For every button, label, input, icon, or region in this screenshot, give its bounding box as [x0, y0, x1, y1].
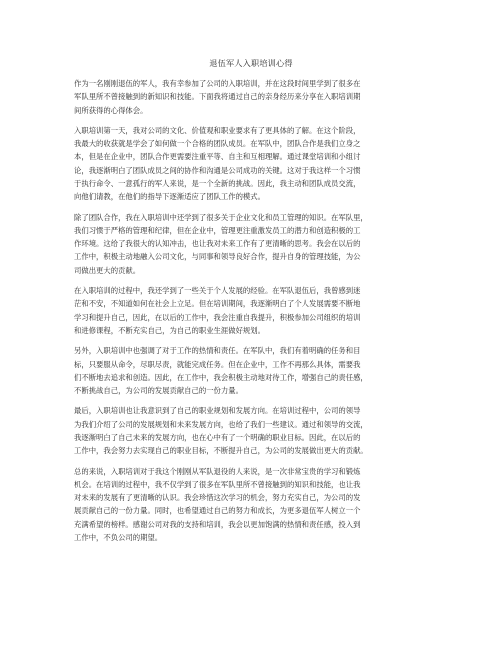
- paragraph-line: 本，但是在企业中，团队合作更需要注重平等、自主和互相理解。通过课堂培训和小组讨: [74, 152, 361, 162]
- paragraph-line: 军队里所不曾接触到的新知识和技能。下面我将通过自己的亲身经历来分享在入职培训期: [74, 92, 361, 102]
- paragraph: [74, 465, 429, 545]
- paragraph-line: 入职培训第一天，我对公司的文化、价值观和职业要求有了更具体的了解。在这个阶段，: [74, 125, 361, 135]
- paragraph: [74, 344, 429, 397]
- paragraph: [74, 404, 429, 457]
- paragraph-line: 总的来说，入职培训对于我这个刚刚从军队退役的人来说，是一次非常宝贵的学习和锻炼: [74, 466, 361, 476]
- paragraph-line: 充满希望的榜样。感谢公司对我的支持和培训，我会以更加饱满的热情和责任感，投入到: [74, 519, 361, 529]
- paragraph: [74, 211, 429, 277]
- paragraph-line: 间所获得的心得体会。: [74, 105, 148, 115]
- paragraph-line: 和进修课程，不断充实自己，为自己的职业生涯做好规划。: [74, 325, 265, 335]
- paragraph-line: 标，只要服从命令，尽职尽责，就能完成任务。但在企业中，工作不再那么具体，需要我: [74, 359, 361, 369]
- paragraph-line: 学习和提升自己，因此，在以后的工作中，我会注重自我提升，积极参加公司组织的培训: [74, 312, 361, 322]
- paragraph-line: 工作中，积极主动地融入公司文化，与同事和领导良好合作，提升自身的管理技能，为公: [74, 252, 361, 262]
- paragraph-line: 工作中，我会努力去实现自己的职业目标，不断提升自己，为公司的发展做出更大的贡献。: [74, 446, 368, 456]
- paragraph: [74, 124, 429, 204]
- paragraph-line: 我们习惯于严格的管理和纪律，但在企业中，管理更注重激发员工的潜力和创造积极的工: [74, 225, 361, 235]
- document-body: [74, 77, 429, 551]
- document-title: 退伍军人入职培训心得: [209, 58, 293, 68]
- paragraph-line: 作为一名刚刚退伍的军人，我有幸参加了公司的入职培训，并在这段时间里学到了很多在: [74, 79, 361, 88]
- paragraph-line: 我逐渐明白了自己未来的发展方向，也在心中有了一个明确的职业目标。因此，在以后的: [74, 432, 361, 442]
- paragraph-line: 对未来的发展有了更清晰的认识。我会珍惜这次学习的机会，努力充实自己，为公司的发: [74, 493, 361, 503]
- paragraph-line: 最后，入职培训也让我意识到了自己的职业规划和发展方向。在培训过程中，公司的领导: [74, 406, 361, 416]
- paragraph-line: 们不断地去追求和创造。因此，在工作中，我会积极主动地对待工作，增强自己的责任感，: [74, 372, 368, 382]
- paragraph: [74, 284, 429, 337]
- paragraph-line: 为我们介绍了公司的发展规划和未来发展方向，也给了我们一些建议。通过和领导的交流，: [74, 419, 368, 429]
- paragraph-line: 工作中，不负公司的期望。: [74, 532, 163, 542]
- paragraph-line: 论，我逐渐明白了团队成员之间的协作和沟通是公司成功的关键。这对于我这样一个习惯: [74, 165, 361, 175]
- paragraph: [74, 77, 429, 117]
- paragraph-line: 在入职培训的过程中，我还学到了一些关于个人发展的经验。在军队退伍后，我曾感到迷: [74, 286, 361, 296]
- paragraph-line: 机会。在培训的过程中，我不仅学到了很多在军队里所不曾接触到的知识和技能，也让我: [74, 479, 361, 489]
- paragraph-line: 展贡献自己的一份力量。同时，也希望通过自己的努力和成长，为更多退伍军人树立一个: [74, 506, 361, 516]
- paragraph-line: 向他们请教，在他们的指导下逐渐适应了团队工作的模式。: [74, 192, 265, 202]
- paragraph-line: 作环境。这给了我很大的认知冲击，也让我对未来工作有了更清晰的思考。我会在以后的: [74, 239, 361, 249]
- paragraph-line: 茫和不安，不知道如何在社会上立足。但在培训期间，我逐渐明白了个人发展需要不断地: [74, 299, 361, 309]
- paragraph-line: 司做出更大的贡献。: [74, 265, 141, 275]
- paragraph-line: 除了团队合作，我在入职培训中还学到了很多关于企业文化和员工管理的知识。在军队里，: [74, 212, 368, 222]
- paragraph-line: 不断挑战自己，为公司的发展贡献自己的一份力量。: [74, 386, 243, 395]
- paragraph-line: 于执行命令、一意孤行的军人来说，是一个全新的挑战。因此，我主动和团队成员交流，: [74, 178, 361, 188]
- paragraph-line: 另外，入职培训中也强调了对于工作的热情和责任。在军队中，我们有着明确的任务和目: [74, 346, 361, 356]
- paragraph-line: 我最大的收获就是学会了如何做一个合格的团队成员。在军队中，团队合作是我们立身之: [74, 139, 361, 149]
